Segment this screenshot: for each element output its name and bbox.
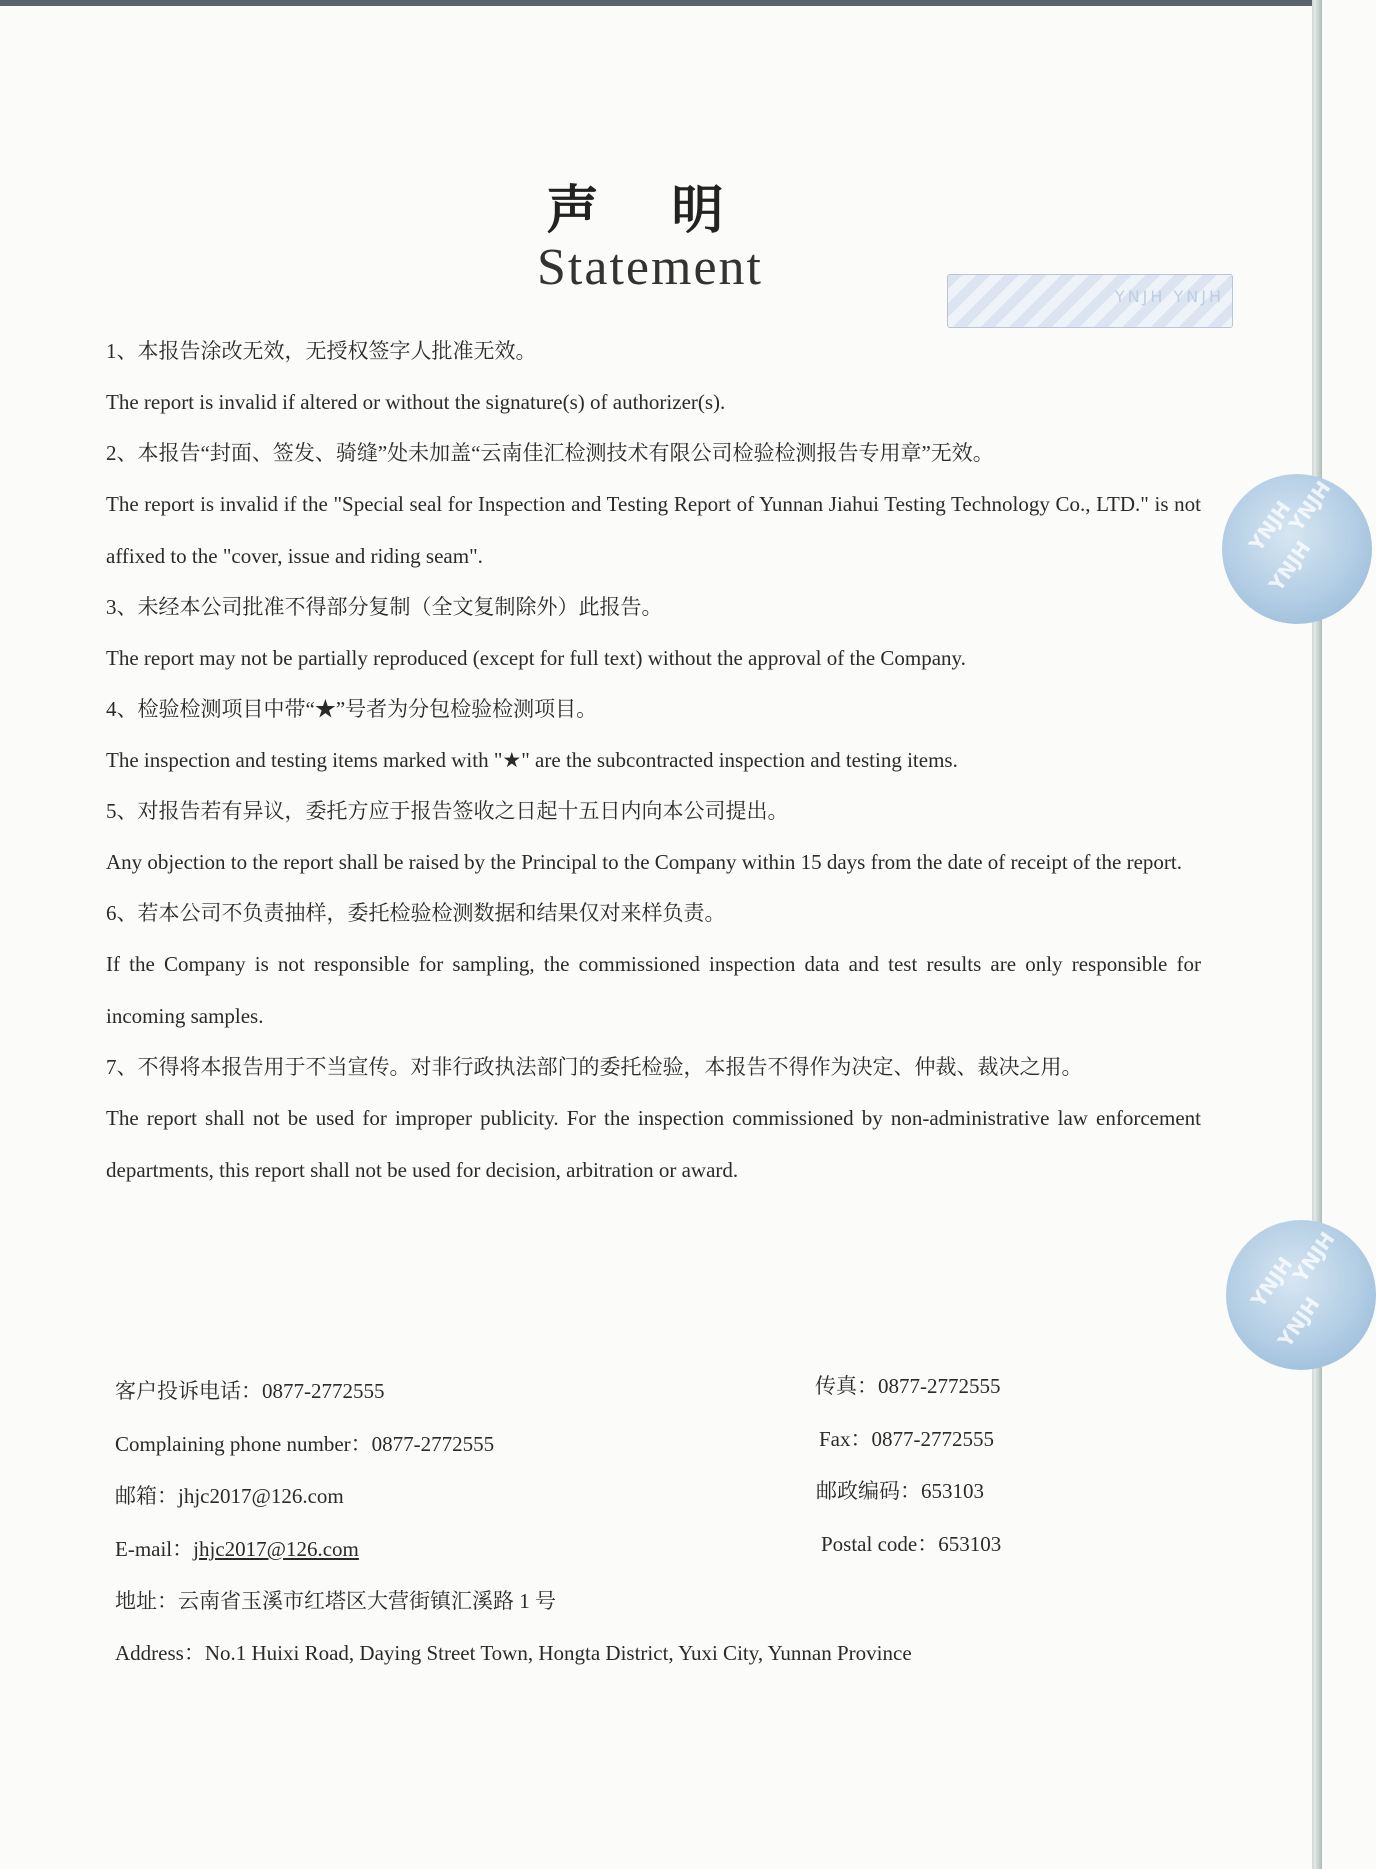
statement-list [106, 326, 1201, 1196]
anti-counterfeit-stamp-bar [947, 274, 1233, 328]
statement-item-6 [106, 888, 1201, 1042]
statement-en: Any objection to the report shall be raised by the Principal to the Company within 15 days from the date of receipt of the report. [106, 850, 1182, 874]
postal-code-en: Postal code：653103 [821, 1532, 1002, 1556]
statement-item-4 [106, 684, 1201, 786]
complaint-phone-en: Complaining phone number：0877-2772555 [115, 1432, 495, 1456]
seal-text: YNJH [1243, 496, 1296, 556]
email-label: E-mail： [115, 1537, 194, 1561]
statement-en: The inspection and testing items marked with "★" are the subcontracted inspection and testing items. [106, 748, 958, 772]
statement-cn: 5、对报告若有异议，委托方应于报告签收之日起十五日内向本公司提出。 [106, 799, 789, 823]
statement-en: The report shall not be used for improper publicity. For the inspection commissioned by non-administrative law enforcement departments, this report shall not be used for decision, arbitration or award. [106, 1106, 1201, 1182]
address-cn: 地址：云南省玉溪市红塔区大营街镇汇溪路 1 号 [115, 1589, 556, 1613]
statement-item-5 [106, 786, 1201, 888]
seal-text: YNJH [1287, 1227, 1340, 1287]
riding-seal-top [1222, 474, 1372, 624]
email-link[interactable]: jhjc2017@126.com [193, 1537, 359, 1561]
fax-cn: 传真：0877-2772555 [815, 1374, 1001, 1398]
statement-cn: 1、本报告涂改无效，无授权签字人批准无效。 [106, 339, 537, 363]
scan-right-edge [1314, 0, 1322, 1869]
stamp-bar-text: YNJH YNJH [1114, 287, 1224, 306]
statement-cn: 2、本报告“封面、签发、骑缝”处未加盖“云南佳汇检测技术有限公司检验检测报告专用章”无效。 [106, 441, 994, 465]
email-en [115, 1533, 359, 1563]
scan-top-edge [0, 0, 1322, 6]
statement-cn: 4、检验检测项目中带“★”号者为分包检验检测项目。 [106, 697, 598, 721]
fax-en: Fax：0877-2772555 [819, 1427, 994, 1451]
statement-en: The report is invalid if altered or without the signature(s) of authorizer(s). [106, 390, 726, 414]
statement-en: If the Company is not responsible for sampling, the commissioned inspection data and test results are only responsible for incoming samples. [106, 952, 1201, 1028]
statement-en: The report is invalid if the "Special seal for Inspection and Testing Report of Yunnan Jiahui Testing Technology Co., LTD." is not affixed to the "cover, issue and riding seam". [106, 492, 1201, 568]
statement-item-3 [106, 582, 1201, 684]
seal-text: YNJH [1263, 536, 1316, 596]
statement-item-7 [106, 1042, 1201, 1196]
statement-cn: 3、未经本公司批准不得部分复制（全文复制除外）此报告。 [106, 595, 663, 619]
statement-item-2 [106, 428, 1201, 582]
complaint-phone-cn: 客户投诉电话：0877-2772555 [115, 1379, 385, 1403]
title-chinese: 声 明 [546, 183, 754, 240]
statement-en: The report may not be partially reproduced (except for full text) without the approval of the Company. [106, 646, 966, 670]
statement-item-1 [106, 326, 1201, 428]
seal-text: YNJH [1245, 1252, 1298, 1312]
riding-seal-bottom [1226, 1220, 1376, 1370]
seal-text: YNJH [1283, 476, 1336, 536]
statement-cn: 6、若本公司不负责抽样，委托检验检测数据和结果仅对来样负责。 [106, 901, 726, 925]
statement-cn: 7、不得将本报告用于不当宣传。对非行政执法部门的委托检验，本报告不得作为决定、仲裁、裁决之用。 [106, 1055, 1083, 1079]
email-cn: 邮箱：jhjc2017@126.com [115, 1484, 344, 1508]
seal-text: YNJH [1272, 1292, 1325, 1352]
address-en: Address：No.1 Huixi Road, Daying Street Town, Hongta District, Yuxi City, Yunnan Province [115, 1641, 912, 1665]
title-english: Statement [537, 239, 763, 296]
postal-code-cn: 邮政编码：653103 [816, 1479, 984, 1503]
